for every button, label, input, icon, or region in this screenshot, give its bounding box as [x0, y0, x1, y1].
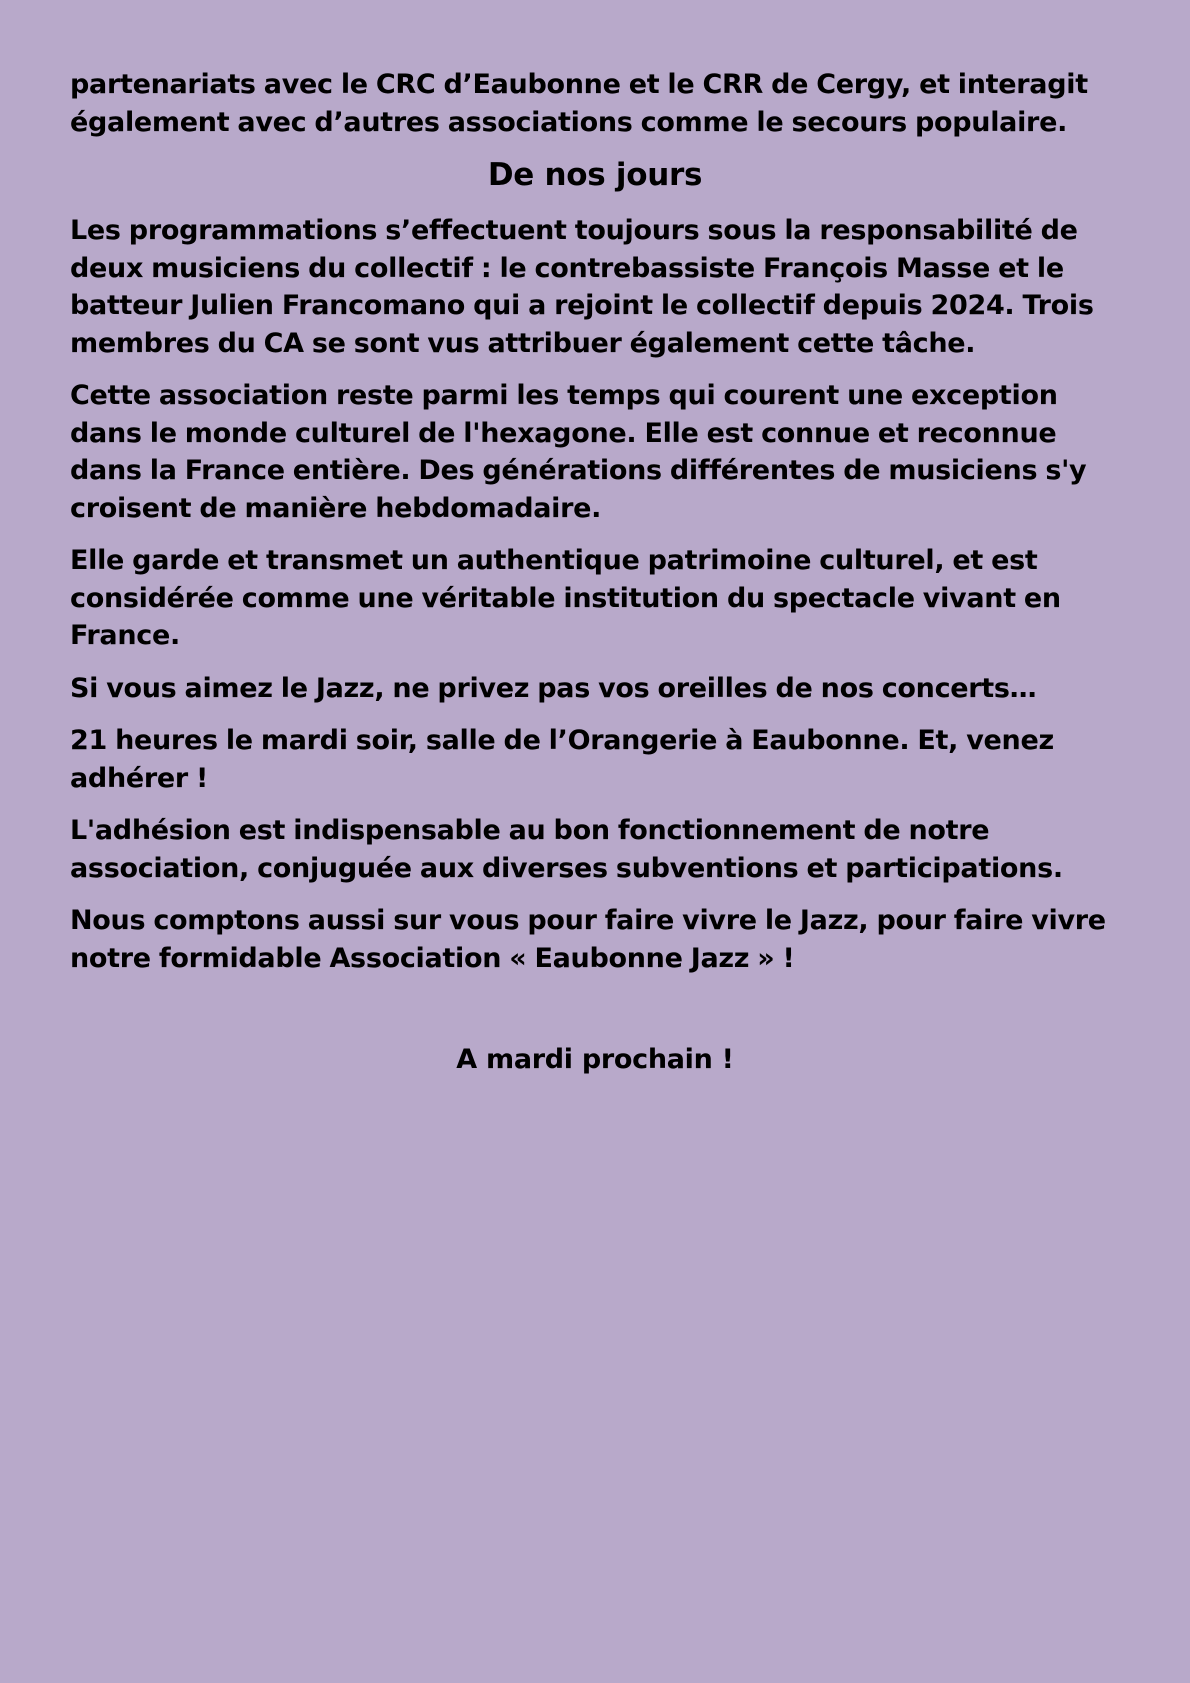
paragraph-patrimoine: Elle garde et transmet un authentique patrimoine culturel, et est considérée comme une véritable institution du spectacle vivant en France. — [70, 545, 1061, 651]
paragraph-horaires: 21 heures le mardi soir, salle de l’Orangerie à Eaubonne. Et, venez adhérer ! — [70, 725, 1054, 794]
paragraph-programmations: Les programmations s’effectuent toujours sous la responsabilité de deux musiciens du collectif : le contrebassiste François Masse et le batteur Julien Francomano qui a rejoint le collectif depuis 2024. Trois membres du CA se sont vus attribuer également cette tâche. — [70, 215, 1094, 359]
paragraph-adhesion: L'adhésion est indispensable au bon fonctionnement de notre association, conjuguée aux diverses subventions et participations. — [70, 815, 1063, 884]
paragraph-nous-comptons: Nous comptons aussi sur vous pour faire vivre le Jazz, pour faire vivre notre formidable Association « Eaubonne Jazz » ! — [70, 905, 1106, 974]
closing-line: A mardi prochain ! — [456, 1044, 734, 1075]
intro-paragraph: partenariats avec le CRC d’Eaubonne et le CRR de Cergy, et interagit également avec d’autres associations comme le secours populaire. — [70, 69, 1088, 138]
section-title: De nos jours — [487, 157, 703, 193]
paragraph-association-exception: Cette association reste parmi les temps qui courent une exception dans le monde culturel de l'hexagone. Elle est connue et reconnue dans la France entière. Des générations différentes de musiciens s'y croisent de manière hebdomadaire. — [70, 380, 1087, 524]
paragraph-si-vous-aimez: Si vous aimez le Jazz, ne privez pas vos oreilles de nos concerts… — [70, 672, 1037, 704]
